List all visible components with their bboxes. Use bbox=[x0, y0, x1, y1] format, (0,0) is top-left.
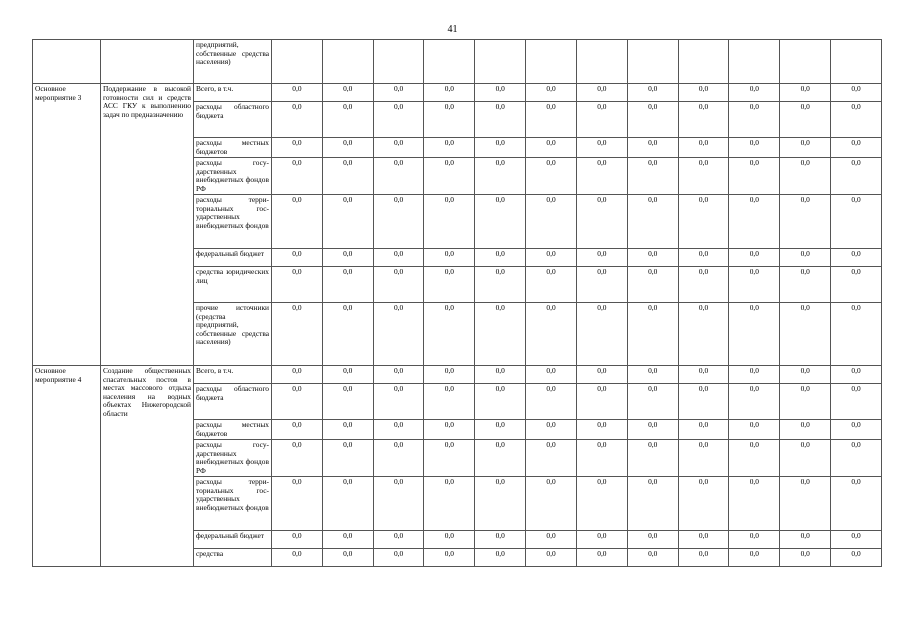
value-cell: 0,0 bbox=[678, 158, 729, 195]
value-cell: 0,0 bbox=[424, 158, 475, 195]
value-cell: 0,0 bbox=[475, 477, 526, 531]
value-cell: 0,0 bbox=[475, 303, 526, 366]
value-cell bbox=[627, 40, 678, 84]
value-cell: 0,0 bbox=[831, 303, 882, 366]
value-cell: 0,0 bbox=[475, 420, 526, 440]
value-cell: 0,0 bbox=[373, 366, 424, 384]
funding-source-cell: прочие источники (средства предприятий, собственные средства населения) bbox=[194, 303, 272, 366]
value-cell: 0,0 bbox=[729, 102, 780, 138]
value-cell bbox=[729, 40, 780, 84]
value-cell: 0,0 bbox=[627, 366, 678, 384]
value-cell: 0,0 bbox=[780, 303, 831, 366]
value-cell: 0,0 bbox=[322, 267, 373, 303]
value-cell: 0,0 bbox=[627, 158, 678, 195]
value-cell: 0,0 bbox=[780, 267, 831, 303]
funding-source-cell: расходы местных бюджетов bbox=[194, 138, 272, 158]
value-cell: 0,0 bbox=[322, 440, 373, 477]
value-cell: 0,0 bbox=[272, 195, 323, 249]
value-cell: 0,0 bbox=[322, 549, 373, 567]
value-cell: 0,0 bbox=[780, 195, 831, 249]
value-cell: 0,0 bbox=[373, 420, 424, 440]
value-cell: 0,0 bbox=[322, 477, 373, 531]
value-cell: 0,0 bbox=[780, 366, 831, 384]
value-cell: 0,0 bbox=[576, 440, 627, 477]
value-cell: 0,0 bbox=[322, 158, 373, 195]
value-cell: 0,0 bbox=[526, 440, 577, 477]
value-cell: 0,0 bbox=[627, 138, 678, 158]
value-cell: 0,0 bbox=[678, 102, 729, 138]
value-cell: 0,0 bbox=[729, 138, 780, 158]
value-cell: 0,0 bbox=[729, 195, 780, 249]
value-cell: 0,0 bbox=[627, 420, 678, 440]
value-cell: 0,0 bbox=[272, 549, 323, 567]
value-cell: 0,0 bbox=[526, 102, 577, 138]
funding-source-cell: Всего, в т.ч. bbox=[194, 366, 272, 384]
value-cell: 0,0 bbox=[678, 195, 729, 249]
value-cell: 0,0 bbox=[780, 102, 831, 138]
value-cell: 0,0 bbox=[831, 477, 882, 531]
value-cell: 0,0 bbox=[424, 195, 475, 249]
value-cell: 0,0 bbox=[424, 102, 475, 138]
funding-source-cell: расходы областного бюджета bbox=[194, 102, 272, 138]
value-cell: 0,0 bbox=[576, 384, 627, 420]
value-cell bbox=[780, 40, 831, 84]
value-cell: 0,0 bbox=[780, 138, 831, 158]
value-cell: 0,0 bbox=[272, 440, 323, 477]
value-cell: 0,0 bbox=[526, 84, 577, 102]
value-cell: 0,0 bbox=[678, 138, 729, 158]
value-cell: 0,0 bbox=[322, 102, 373, 138]
value-cell bbox=[475, 40, 526, 84]
value-cell: 0,0 bbox=[272, 384, 323, 420]
event-description-cell: Создание общественных спасательных постов в местах массового отдыха населения на водных объектах Нижегородской области bbox=[101, 366, 194, 567]
value-cell: 0,0 bbox=[475, 440, 526, 477]
value-cell: 0,0 bbox=[322, 195, 373, 249]
value-cell: 0,0 bbox=[729, 249, 780, 267]
funding-source-cell: федеральный бюджет bbox=[194, 249, 272, 267]
value-cell: 0,0 bbox=[627, 384, 678, 420]
funding-source-cell: федеральный бюджет bbox=[194, 531, 272, 549]
value-cell: 0,0 bbox=[272, 158, 323, 195]
value-cell: 0,0 bbox=[424, 440, 475, 477]
value-cell: 0,0 bbox=[526, 249, 577, 267]
value-cell: 0,0 bbox=[272, 366, 323, 384]
value-cell: 0,0 bbox=[729, 531, 780, 549]
value-cell: 0,0 bbox=[475, 102, 526, 138]
value-cell: 0,0 bbox=[729, 303, 780, 366]
budget-table bbox=[32, 39, 882, 567]
value-cell: 0,0 bbox=[678, 303, 729, 366]
value-cell bbox=[526, 40, 577, 84]
value-cell: 0,0 bbox=[627, 249, 678, 267]
value-cell: 0,0 bbox=[526, 366, 577, 384]
value-cell: 0,0 bbox=[780, 477, 831, 531]
value-cell: 0,0 bbox=[526, 267, 577, 303]
value-cell: 0,0 bbox=[424, 477, 475, 531]
value-cell: 0,0 bbox=[373, 195, 424, 249]
value-cell: 0,0 bbox=[627, 549, 678, 567]
value-cell bbox=[831, 40, 882, 84]
value-cell: 0,0 bbox=[272, 477, 323, 531]
value-cell: 0,0 bbox=[729, 384, 780, 420]
value-cell: 0,0 bbox=[678, 366, 729, 384]
value-cell: 0,0 bbox=[373, 477, 424, 531]
value-cell: 0,0 bbox=[576, 549, 627, 567]
value-cell: 0,0 bbox=[322, 84, 373, 102]
value-cell: 0,0 bbox=[526, 420, 577, 440]
value-cell: 0,0 bbox=[576, 138, 627, 158]
value-cell: 0,0 bbox=[526, 384, 577, 420]
value-cell: 0,0 bbox=[678, 531, 729, 549]
value-cell bbox=[373, 40, 424, 84]
value-cell: 0,0 bbox=[729, 84, 780, 102]
value-cell: 0,0 bbox=[576, 420, 627, 440]
value-cell: 0,0 bbox=[424, 384, 475, 420]
value-cell: 0,0 bbox=[424, 249, 475, 267]
value-cell: 0,0 bbox=[780, 384, 831, 420]
value-cell: 0,0 bbox=[576, 303, 627, 366]
value-cell: 0,0 bbox=[627, 440, 678, 477]
value-cell: 0,0 bbox=[272, 531, 323, 549]
funding-source-cell: средства юридических лиц bbox=[194, 267, 272, 303]
value-cell: 0,0 bbox=[678, 267, 729, 303]
event-description-cell: Поддержание в высокой готовности сил и средств АСС ГКУ к выполнению задач по предназначению bbox=[101, 84, 194, 366]
value-cell: 0,0 bbox=[373, 249, 424, 267]
value-cell: 0,0 bbox=[373, 267, 424, 303]
value-cell: 0,0 bbox=[729, 549, 780, 567]
event-title-cell: Основное мероприятие 4 bbox=[33, 366, 101, 567]
value-cell: 0,0 bbox=[627, 195, 678, 249]
value-cell: 0,0 bbox=[729, 477, 780, 531]
value-cell: 0,0 bbox=[373, 440, 424, 477]
value-cell: 0,0 bbox=[780, 158, 831, 195]
value-cell: 0,0 bbox=[475, 249, 526, 267]
event-description-cell bbox=[101, 40, 194, 84]
value-cell: 0,0 bbox=[780, 84, 831, 102]
value-cell bbox=[272, 40, 323, 84]
value-cell: 0,0 bbox=[272, 138, 323, 158]
value-cell: 0,0 bbox=[831, 84, 882, 102]
value-cell bbox=[678, 40, 729, 84]
value-cell: 0,0 bbox=[322, 249, 373, 267]
funding-source-cell: расходы местных бюджетов bbox=[194, 420, 272, 440]
value-cell: 0,0 bbox=[424, 138, 475, 158]
value-cell: 0,0 bbox=[627, 303, 678, 366]
value-cell: 0,0 bbox=[831, 138, 882, 158]
funding-source-cell: расходы государственных внебюджетных фондов РФ bbox=[194, 158, 272, 195]
value-cell: 0,0 bbox=[780, 249, 831, 267]
value-cell: 0,0 bbox=[678, 384, 729, 420]
value-cell: 0,0 bbox=[729, 420, 780, 440]
funding-source-cell: расходы территориальных государственных внебюджетных фондов bbox=[194, 477, 272, 531]
value-cell: 0,0 bbox=[475, 366, 526, 384]
table-row bbox=[33, 366, 882, 384]
value-cell: 0,0 bbox=[576, 195, 627, 249]
value-cell: 0,0 bbox=[424, 420, 475, 440]
page-number: 41 bbox=[447, 24, 458, 35]
value-cell: 0,0 bbox=[322, 366, 373, 384]
value-cell: 0,0 bbox=[373, 158, 424, 195]
value-cell: 0,0 bbox=[831, 366, 882, 384]
value-cell: 0,0 bbox=[475, 195, 526, 249]
value-cell: 0,0 bbox=[576, 102, 627, 138]
value-cell: 0,0 bbox=[526, 195, 577, 249]
value-cell: 0,0 bbox=[576, 84, 627, 102]
value-cell: 0,0 bbox=[526, 138, 577, 158]
value-cell: 0,0 bbox=[729, 267, 780, 303]
value-cell: 0,0 bbox=[526, 477, 577, 531]
value-cell: 0,0 bbox=[627, 531, 678, 549]
funding-source-cell: Всего, в т.ч. bbox=[194, 84, 272, 102]
value-cell: 0,0 bbox=[272, 420, 323, 440]
value-cell: 0,0 bbox=[831, 249, 882, 267]
table-row bbox=[33, 84, 882, 102]
event-title-cell: Основное мероприятие 3 bbox=[33, 84, 101, 366]
value-cell: 0,0 bbox=[475, 531, 526, 549]
value-cell: 0,0 bbox=[729, 158, 780, 195]
value-cell: 0,0 bbox=[526, 531, 577, 549]
value-cell: 0,0 bbox=[373, 549, 424, 567]
value-cell: 0,0 bbox=[272, 102, 323, 138]
value-cell bbox=[322, 40, 373, 84]
value-cell bbox=[576, 40, 627, 84]
value-cell: 0,0 bbox=[424, 303, 475, 366]
value-cell: 0,0 bbox=[475, 384, 526, 420]
funding-source-cell: средства bbox=[194, 549, 272, 567]
value-cell: 0,0 bbox=[576, 366, 627, 384]
value-cell: 0,0 bbox=[526, 158, 577, 195]
value-cell: 0,0 bbox=[424, 531, 475, 549]
value-cell: 0,0 bbox=[373, 84, 424, 102]
value-cell: 0,0 bbox=[424, 84, 475, 102]
value-cell: 0,0 bbox=[424, 549, 475, 567]
value-cell: 0,0 bbox=[729, 440, 780, 477]
value-cell: 0,0 bbox=[475, 84, 526, 102]
value-cell: 0,0 bbox=[475, 549, 526, 567]
value-cell: 0,0 bbox=[831, 420, 882, 440]
value-cell: 0,0 bbox=[373, 384, 424, 420]
value-cell: 0,0 bbox=[576, 477, 627, 531]
funding-source-cell: расходы государственных внебюджетных фондов РФ bbox=[194, 440, 272, 477]
value-cell: 0,0 bbox=[322, 303, 373, 366]
value-cell: 0,0 bbox=[831, 158, 882, 195]
value-cell: 0,0 bbox=[678, 84, 729, 102]
value-cell: 0,0 bbox=[831, 531, 882, 549]
value-cell: 0,0 bbox=[576, 158, 627, 195]
value-cell: 0,0 bbox=[475, 267, 526, 303]
value-cell: 0,0 bbox=[373, 303, 424, 366]
value-cell: 0,0 bbox=[831, 384, 882, 420]
value-cell: 0,0 bbox=[831, 195, 882, 249]
value-cell: 0,0 bbox=[373, 531, 424, 549]
value-cell: 0,0 bbox=[627, 102, 678, 138]
value-cell: 0,0 bbox=[678, 549, 729, 567]
event-title-cell bbox=[33, 40, 101, 84]
value-cell: 0,0 bbox=[678, 420, 729, 440]
value-cell: 0,0 bbox=[780, 420, 831, 440]
value-cell: 0,0 bbox=[272, 303, 323, 366]
value-cell: 0,0 bbox=[424, 366, 475, 384]
value-cell: 0,0 bbox=[322, 138, 373, 158]
value-cell: 0,0 bbox=[322, 531, 373, 549]
value-cell: 0,0 bbox=[272, 267, 323, 303]
value-cell: 0,0 bbox=[780, 549, 831, 567]
value-cell: 0,0 bbox=[373, 138, 424, 158]
value-cell: 0,0 bbox=[322, 384, 373, 420]
value-cell: 0,0 bbox=[627, 84, 678, 102]
value-cell: 0,0 bbox=[678, 440, 729, 477]
funding-source-cell: предприятий, собственные средства населения) bbox=[194, 40, 272, 84]
value-cell: 0,0 bbox=[576, 531, 627, 549]
value-cell: 0,0 bbox=[780, 531, 831, 549]
value-cell: 0,0 bbox=[831, 102, 882, 138]
value-cell: 0,0 bbox=[678, 477, 729, 531]
value-cell: 0,0 bbox=[272, 84, 323, 102]
value-cell: 0,0 bbox=[576, 267, 627, 303]
value-cell: 0,0 bbox=[424, 267, 475, 303]
value-cell: 0,0 bbox=[831, 267, 882, 303]
value-cell: 0,0 bbox=[475, 158, 526, 195]
value-cell: 0,0 bbox=[627, 477, 678, 531]
funding-source-cell: расходы областного бюджета bbox=[194, 384, 272, 420]
value-cell: 0,0 bbox=[373, 102, 424, 138]
value-cell: 0,0 bbox=[831, 549, 882, 567]
value-cell: 0,0 bbox=[729, 366, 780, 384]
value-cell: 0,0 bbox=[627, 267, 678, 303]
value-cell: 0,0 bbox=[780, 440, 831, 477]
funding-source-cell: расходы территориальных государственных внебюджетных фондов bbox=[194, 195, 272, 249]
value-cell: 0,0 bbox=[678, 249, 729, 267]
value-cell: 0,0 bbox=[526, 549, 577, 567]
value-cell bbox=[424, 40, 475, 84]
value-cell: 0,0 bbox=[576, 249, 627, 267]
value-cell: 0,0 bbox=[475, 138, 526, 158]
value-cell: 0,0 bbox=[831, 440, 882, 477]
value-cell: 0,0 bbox=[272, 249, 323, 267]
table-row bbox=[33, 40, 882, 84]
value-cell: 0,0 bbox=[526, 303, 577, 366]
value-cell: 0,0 bbox=[322, 420, 373, 440]
